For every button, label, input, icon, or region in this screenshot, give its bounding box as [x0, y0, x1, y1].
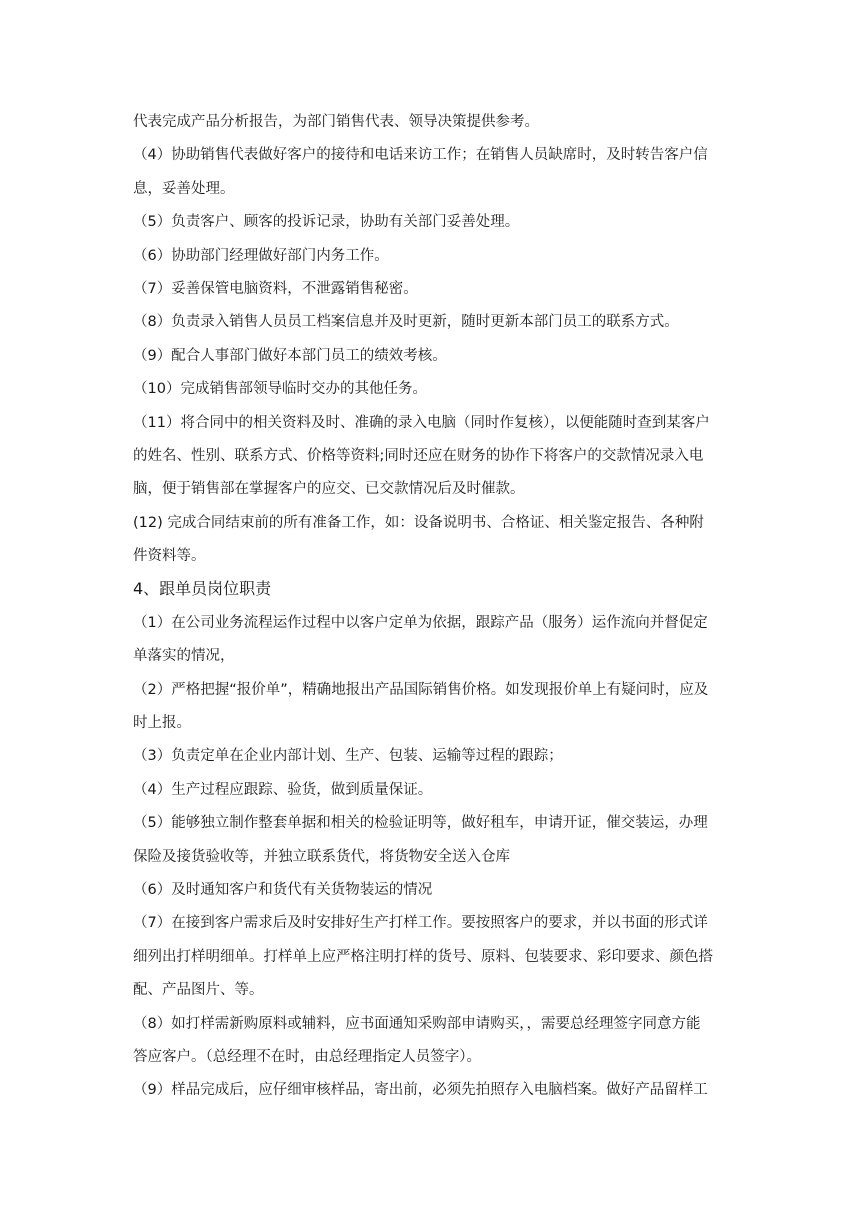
text-line: 细列出打样明细单。打样单上应严格注明打样的货号、原料、包装要求、彩印要求、颜色搭	[133, 948, 713, 965]
section-heading: 4、跟单员岗位职责	[133, 579, 272, 599]
text-line: 代表完成产品分析报告，为部门销售代表、领导决策提供参考。	[133, 114, 539, 130]
text-line: 答应客户。（总经理不在时，由总经理指定人员签字）。	[133, 1048, 481, 1065]
text-line: （6）及时通知客户和货代有关货物装运的情况	[133, 881, 433, 898]
text-line: 息，妥善处理。	[133, 180, 235, 197]
text-line: （7）妥善保管电脑资料，不泄露销售秘密。	[133, 280, 418, 297]
text-line: 的姓名、性别、联系方式、价格等资料;同时还应在财务的协作下将客户的交款情况录入电	[133, 447, 704, 464]
text-line: （8）如打样需新购原料或辅料，应书面通知采购部申请购买，，需要总经理签字同意方能	[133, 1015, 701, 1032]
text-line: 单落实的情况，	[133, 648, 235, 665]
text-line: （5）负责客户、顾客的投诉记录，协助有关部门妥善处理。	[133, 214, 520, 231]
text-line: （3）负责定单在企业内部计划、生产、包装、运输等过程的跟踪；	[133, 748, 563, 765]
text-line: 时上报。	[133, 715, 191, 732]
text-line: （1）在公司业务流程运作过程中以客户定单为依据，跟踪产品（服务）运作流向并督促定	[133, 614, 708, 631]
document-body	[133, 111, 745, 1113]
text-line: （9）样品完成后，应仔细审核样品，寄出前，必须先拍照存入电脑档案。做好产品留样工	[133, 1082, 708, 1099]
text-line: （2）严格把握“报价单”，精确地报出产品国际销售价格。如发现报价单上有疑问时，应及	[133, 681, 709, 698]
text-line: （10）完成销售部领导临时交办的其他任务。	[133, 381, 427, 398]
text-line: （7）在接到客户需求后及时安排好生产打样工作。要按照客户的要求，并以书面的形式详	[133, 915, 708, 932]
text-line: （9）配合人事部门做好本部门员工的绩效考核。	[133, 347, 447, 364]
text-line: (12) 完成合同结束前的所有准备工作，如：设备说明书、合格证、相关鉴定报告、各种附	[133, 514, 704, 531]
text-line: 脑，便于销售部在掌握客户的应交、已交款情况后及时催款。	[133, 481, 525, 498]
text-line: （6）协助部门经理做好部门内务工作。	[133, 247, 389, 264]
text-line: （5）能够独立制作整套单据和相关的检验证明等，做好租车，申请开证，催交装运，办理	[133, 815, 708, 832]
text-line: 保险及接货验收等，并独立联系货代，将货物安全送入仓库	[133, 848, 510, 865]
text-line: （8）负责录入销售人员员工档案信息并及时更新，随时更新本部门员工的联系方式。	[133, 314, 679, 331]
text-line: （11）将合同中的相关资料及时、准确的录入电脑（同时作复核），以便能随时查到某客户	[133, 414, 710, 431]
text-line: 件资料等。	[133, 548, 206, 565]
text-line: （4）生产过程应跟踪、验货，做到质量保证。	[133, 781, 433, 798]
text-line: 配、产品图片、等。	[133, 982, 264, 999]
text-line: （4）协助销售代表做好客户的接待和电话来访工作；在销售人员缺席时，及时转告客户信	[133, 147, 708, 164]
